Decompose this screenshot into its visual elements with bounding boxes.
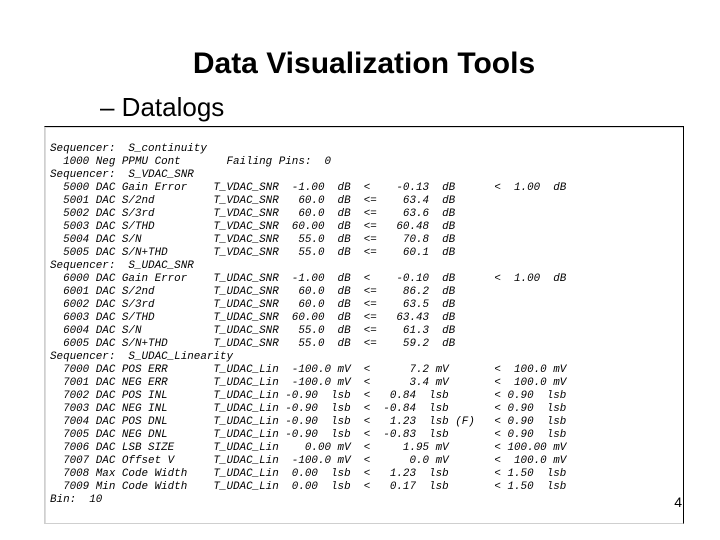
slide-title: Data Visualization Tools: [192, 47, 536, 80]
datalog-line: 6004 DAC S/N T_UDAC_SNR 55.0 dB <= 61.3 dB: [50, 325, 456, 337]
datalog-line: 6002 DAC S/3rd T_UDAC_SNR 60.0 dB <= 63.5 dB: [50, 299, 456, 311]
datalog-line: 5001 DAC S/2nd T_VDAC_SNR 60.0 dB <= 63.4 dB: [50, 195, 456, 207]
datalog-line: 7009 Min Code Width T_UDAC_Lin 0.00 lsb < 0.17 lsb < 1.50 lsb: [50, 481, 567, 493]
datalog-line: 6000 DAC Gain Error T_UDAC_SNR -1.00 dB < -0.10 dB < 1.00 dB: [50, 273, 567, 285]
datalog-line: 7006 DAC LSB SIZE T_UDAC_Lin 0.00 mV < 1.95 mV < 100.00 mV: [50, 442, 567, 454]
datalog-line: 5003 DAC S/THD T_VDAC_SNR 60.00 dB <= 60.48 dB: [50, 221, 456, 233]
datalog-line: 6001 DAC S/2nd T_UDAC_SNR 60.0 dB <= 86.2 dB: [50, 286, 456, 298]
datalog-line: 1000 Neg PPMU Cont Failing Pins: 0: [50, 156, 332, 168]
datalog-text: [50, 143, 566, 507]
datalog-line: 7003 DAC NEG INL T_UDAC_Lin -0.90 lsb < -0.84 lsb < 0.90 lsb: [50, 403, 567, 415]
datalog-line: 7007 DAC Offset V T_UDAC_Lin -100.0 mV < 0.0 mV < 100.0 mV: [50, 455, 567, 467]
datalog-line: 7008 Max Code Width T_UDAC_Lin 0.00 lsb < 1.23 lsb < 1.50 lsb: [50, 468, 567, 480]
datalog-line: 5004 DAC S/N T_VDAC_SNR 55.0 dB <= 70.8 dB: [50, 234, 456, 246]
datalog-line: 7002 DAC POS INL T_UDAC_Lin -0.90 lsb < 0.84 lsb < 0.90 lsb: [50, 390, 567, 402]
datalog-line: Sequencer: S_UDAC_SNR: [50, 260, 194, 272]
datalog-line: 6003 DAC S/THD T_UDAC_SNR 60.00 dB <= 63.43 dB: [50, 312, 456, 324]
page-number: 4: [674, 494, 682, 510]
datalog-line: 5000 DAC Gain Error T_VDAC_SNR -1.00 dB < -0.13 dB < 1.00 dB: [50, 182, 567, 194]
datalog-line: 6005 DAC S/N+THD T_UDAC_SNR 55.0 dB <= 59.2 dB: [50, 338, 456, 350]
datalog-line: Sequencer: S_UDAC_Linearity: [50, 351, 233, 363]
datalog-line: Sequencer: S_continuity: [50, 143, 207, 155]
datalog-line: 7005 DAC NEG DNL T_UDAC_Lin -0.90 lsb < -0.83 lsb < 0.90 lsb: [50, 429, 567, 441]
datalog-line: 5002 DAC S/3rd T_VDAC_SNR 60.0 dB <= 63.6 dB: [50, 208, 456, 220]
datalog-line: 7004 DAC POS DNL T_UDAC_Lin -0.90 lsb < 1.23 lsb (F) < 0.90 lsb: [50, 416, 567, 428]
slide-subtitle: – Datalogs: [100, 92, 225, 122]
datalog-line: 5005 DAC S/N+THD T_VDAC_SNR 55.0 dB <= 60.1 dB: [50, 247, 456, 259]
datalog-line: 7001 DAC NEG ERR T_UDAC_Lin -100.0 mV < 3.4 mV < 100.0 mV: [50, 377, 567, 389]
datalog-line: Bin: 10: [50, 494, 103, 506]
datalog-line: Sequencer: S_VDAC_SNR: [50, 169, 194, 181]
datalog-line: 7000 DAC POS ERR T_UDAC_Lin -100.0 mV < 7.2 mV < 100.0 mV: [50, 364, 567, 376]
